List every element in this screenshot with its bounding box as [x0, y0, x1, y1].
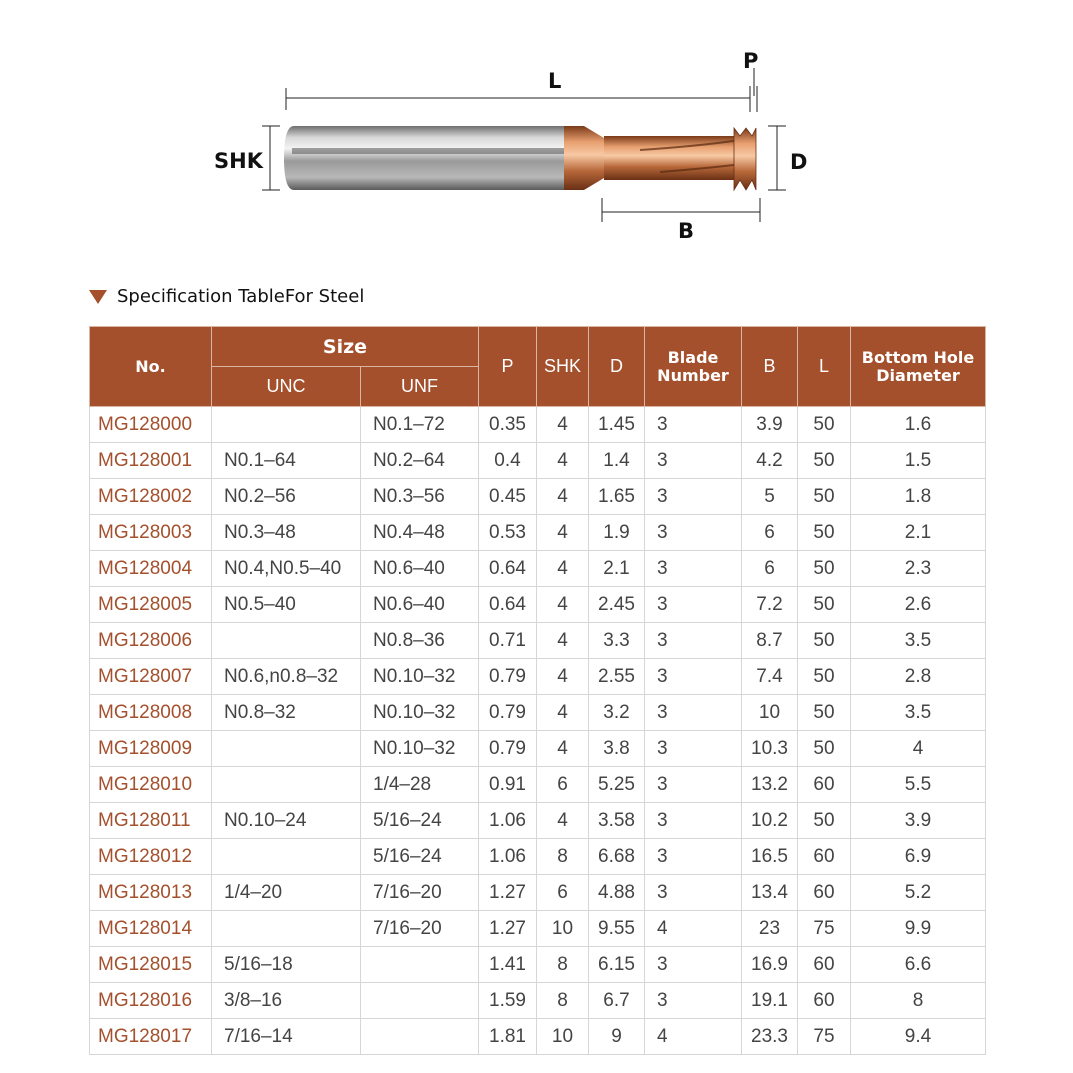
- cell-shk: 4: [537, 803, 589, 839]
- cell-no: MG128006: [90, 623, 212, 659]
- cell-blade-number: 3: [645, 875, 742, 911]
- cell-no: MG128014: [90, 911, 212, 947]
- cell-unf: [361, 1019, 479, 1055]
- cell-unc: N0.2–56: [212, 479, 361, 515]
- cell-l: 50: [798, 407, 851, 443]
- cell-b: 3.9: [742, 407, 798, 443]
- cell-no: MG128003: [90, 515, 212, 551]
- cell-bottom-hole: 6.6: [851, 947, 986, 983]
- header-no: No.: [90, 327, 212, 407]
- cell-d: 9: [589, 1019, 645, 1055]
- cell-unf: [361, 947, 479, 983]
- cell-l: 60: [798, 767, 851, 803]
- cell-b: 5: [742, 479, 798, 515]
- cell-p: 1.59: [479, 983, 537, 1019]
- cell-unf: N0.10–32: [361, 659, 479, 695]
- cell-bottom-hole: 3.9: [851, 803, 986, 839]
- cell-unc: N0.5–40: [212, 587, 361, 623]
- cell-b: 4.2: [742, 443, 798, 479]
- cell-bottom-hole: 2.6: [851, 587, 986, 623]
- section-title: Specification TableFor Steel: [117, 285, 365, 307]
- cell-no: MG128011: [90, 803, 212, 839]
- cell-d: 3.2: [589, 695, 645, 731]
- header-d: D: [589, 327, 645, 407]
- cell-b: 23: [742, 911, 798, 947]
- header-blade-number: [645, 327, 742, 407]
- cell-no: MG128017: [90, 1019, 212, 1055]
- cell-shk: 4: [537, 731, 589, 767]
- cell-l: 50: [798, 587, 851, 623]
- table-row: [90, 839, 986, 875]
- cell-blade-number: 3: [645, 587, 742, 623]
- header-bottom-hole-diameter: [851, 327, 986, 407]
- cell-unf: N0.6–40: [361, 551, 479, 587]
- cell-b: 13.2: [742, 767, 798, 803]
- cell-shk: 4: [537, 623, 589, 659]
- cell-shk: 4: [537, 551, 589, 587]
- cell-b: 6: [742, 515, 798, 551]
- cell-no: MG128000: [90, 407, 212, 443]
- cell-bottom-hole: 8: [851, 983, 986, 1019]
- cell-l: 60: [798, 875, 851, 911]
- table-row: [90, 443, 986, 479]
- table-row: [90, 1019, 986, 1055]
- cell-blade-number: 3: [645, 479, 742, 515]
- cell-no: MG128004: [90, 551, 212, 587]
- cell-p: 0.35: [479, 407, 537, 443]
- cell-bottom-hole: 5.5: [851, 767, 986, 803]
- cell-blade-number: 3: [645, 515, 742, 551]
- cell-bottom-hole: 4: [851, 731, 986, 767]
- table-row: [90, 875, 986, 911]
- cell-no: MG128016: [90, 983, 212, 1019]
- cell-p: 1.06: [479, 803, 537, 839]
- cell-l: 60: [798, 983, 851, 1019]
- cell-b: 23.3: [742, 1019, 798, 1055]
- cell-unc: [212, 767, 361, 803]
- cell-shk: 4: [537, 515, 589, 551]
- cell-no: MG128013: [90, 875, 212, 911]
- cell-b: 16.5: [742, 839, 798, 875]
- cell-l: 50: [798, 443, 851, 479]
- table-body: [90, 407, 986, 1055]
- table-row: [90, 731, 986, 767]
- header-shk: SHK: [537, 327, 589, 407]
- cell-unc: N0.1–64: [212, 443, 361, 479]
- cell-l: 60: [798, 839, 851, 875]
- cell-l: 75: [798, 1019, 851, 1055]
- cell-blade-number: 3: [645, 551, 742, 587]
- table-row: [90, 515, 986, 551]
- cell-unc: 7/16–14: [212, 1019, 361, 1055]
- cell-d: 1.65: [589, 479, 645, 515]
- cell-d: 6.15: [589, 947, 645, 983]
- cell-unf: 1/4–28: [361, 767, 479, 803]
- cell-shk: 6: [537, 875, 589, 911]
- cell-shk: 6: [537, 767, 589, 803]
- thread-mill-diagram: [0, 0, 1073, 260]
- cell-bottom-hole: 3.5: [851, 695, 986, 731]
- cell-d: 6.7: [589, 983, 645, 1019]
- cell-no: MG128005: [90, 587, 212, 623]
- table-row: [90, 983, 986, 1019]
- cell-shk: 4: [537, 659, 589, 695]
- cell-no: MG128008: [90, 695, 212, 731]
- cell-l: 75: [798, 911, 851, 947]
- cell-p: 0.71: [479, 623, 537, 659]
- cell-blade-number: 3: [645, 731, 742, 767]
- cell-unc: N0.6,n0.8–32: [212, 659, 361, 695]
- cell-unc: 3/8–16: [212, 983, 361, 1019]
- cell-b: 16.9: [742, 947, 798, 983]
- cell-shk: 10: [537, 911, 589, 947]
- cell-l: 60: [798, 947, 851, 983]
- cell-l: 50: [798, 551, 851, 587]
- cell-bottom-hole: 6.9: [851, 839, 986, 875]
- cell-blade-number: 3: [645, 803, 742, 839]
- cell-shk: 10: [537, 1019, 589, 1055]
- cell-blade-number: 3: [645, 695, 742, 731]
- cell-unc: 5/16–18: [212, 947, 361, 983]
- cell-p: 0.91: [479, 767, 537, 803]
- table-header: [90, 327, 986, 407]
- cell-no: MG128007: [90, 659, 212, 695]
- cell-unf: N0.3–56: [361, 479, 479, 515]
- cell-unc: N0.8–32: [212, 695, 361, 731]
- table-row: [90, 551, 986, 587]
- cell-bottom-hole: 2.8: [851, 659, 986, 695]
- cell-p: 1.81: [479, 1019, 537, 1055]
- cell-b: 7.4: [742, 659, 798, 695]
- cell-no: MG128001: [90, 443, 212, 479]
- cell-blade-number: 3: [645, 407, 742, 443]
- header-p: P: [479, 327, 537, 407]
- cell-unf: N0.4–48: [361, 515, 479, 551]
- cell-b: 10.2: [742, 803, 798, 839]
- thread-teeth: [734, 128, 756, 190]
- cell-bottom-hole: 1.6: [851, 407, 986, 443]
- tool-neck: [564, 126, 604, 190]
- cell-blade-number: 3: [645, 659, 742, 695]
- cell-unf: N0.2–64: [361, 443, 479, 479]
- cell-unf: N0.10–32: [361, 695, 479, 731]
- cell-d: 4.88: [589, 875, 645, 911]
- cell-blade-number: 3: [645, 983, 742, 1019]
- header-b: B: [742, 327, 798, 407]
- cell-bottom-hole: 3.5: [851, 623, 986, 659]
- cell-bottom-hole: 9.4: [851, 1019, 986, 1055]
- cell-bottom-hole: 9.9: [851, 911, 986, 947]
- table-row: [90, 911, 986, 947]
- cell-blade-number: 3: [645, 623, 742, 659]
- header-size: Size: [212, 327, 479, 367]
- cell-unf: N0.1–72: [361, 407, 479, 443]
- table-row: [90, 767, 986, 803]
- cell-unf: N0.8–36: [361, 623, 479, 659]
- header-unc: UNC: [212, 367, 361, 407]
- cell-l: 50: [798, 623, 851, 659]
- cell-l: 50: [798, 659, 851, 695]
- cell-d: 1.45: [589, 407, 645, 443]
- cell-unc: [212, 839, 361, 875]
- cell-shk: 4: [537, 587, 589, 623]
- cell-p: 1.27: [479, 875, 537, 911]
- cell-b: 6: [742, 551, 798, 587]
- cell-bottom-hole: 2.1: [851, 515, 986, 551]
- cell-no: MG128012: [90, 839, 212, 875]
- dim-label-l: L: [548, 69, 562, 93]
- cell-d: 3.8: [589, 731, 645, 767]
- cell-l: 50: [798, 515, 851, 551]
- specification-table: [89, 326, 986, 1055]
- cell-bottom-hole: 1.8: [851, 479, 986, 515]
- cell-unf: 7/16–20: [361, 875, 479, 911]
- cell-blade-number: 4: [645, 1019, 742, 1055]
- cell-unc: [212, 407, 361, 443]
- cell-d: 3.58: [589, 803, 645, 839]
- cell-no: MG128009: [90, 731, 212, 767]
- cell-p: 0.64: [479, 551, 537, 587]
- cell-blade-number: 3: [645, 839, 742, 875]
- cell-d: 9.55: [589, 911, 645, 947]
- cell-shk: 8: [537, 983, 589, 1019]
- cell-l: 50: [798, 479, 851, 515]
- header-blade-line2: Number: [657, 365, 729, 385]
- cell-p: 1.41: [479, 947, 537, 983]
- cell-p: 0.79: [479, 731, 537, 767]
- cell-b: 10: [742, 695, 798, 731]
- cell-shk: 8: [537, 947, 589, 983]
- cell-no: MG128010: [90, 767, 212, 803]
- cell-d: 6.68: [589, 839, 645, 875]
- tool-shank: [284, 126, 564, 190]
- table-row: [90, 659, 986, 695]
- table-row: [90, 407, 986, 443]
- cell-p: 0.45: [479, 479, 537, 515]
- cell-d: 1.4: [589, 443, 645, 479]
- cell-p: 0.79: [479, 659, 537, 695]
- cell-unc: [212, 623, 361, 659]
- cell-unc: 1/4–20: [212, 875, 361, 911]
- cell-d: 1.9: [589, 515, 645, 551]
- cell-shk: 4: [537, 479, 589, 515]
- cell-p: 0.64: [479, 587, 537, 623]
- cell-d: 2.55: [589, 659, 645, 695]
- cell-shk: 4: [537, 443, 589, 479]
- cell-l: 50: [798, 731, 851, 767]
- cell-d: 2.1: [589, 551, 645, 587]
- cell-unc: [212, 911, 361, 947]
- cell-d: 5.25: [589, 767, 645, 803]
- dim-label-d: D: [790, 150, 808, 174]
- cell-unf: [361, 983, 479, 1019]
- cell-b: 7.2: [742, 587, 798, 623]
- cell-blade-number: 3: [645, 443, 742, 479]
- cell-unf: N0.10–32: [361, 731, 479, 767]
- header-unf: UNF: [361, 367, 479, 407]
- shank-flat: [292, 148, 564, 154]
- header-bottom-line2: Diameter: [876, 365, 960, 385]
- cell-p: 1.06: [479, 839, 537, 875]
- table-row: [90, 587, 986, 623]
- cell-b: 13.4: [742, 875, 798, 911]
- cell-blade-number: 4: [645, 911, 742, 947]
- cell-bottom-hole: 1.5: [851, 443, 986, 479]
- header-l: L: [798, 327, 851, 407]
- cell-unc: N0.3–48: [212, 515, 361, 551]
- cell-bottom-hole: 5.2: [851, 875, 986, 911]
- cell-unc: N0.10–24: [212, 803, 361, 839]
- cell-blade-number: 3: [645, 767, 742, 803]
- cell-no: MG128015: [90, 947, 212, 983]
- table-row: [90, 623, 986, 659]
- cell-p: 1.27: [479, 911, 537, 947]
- header-blade-line1: Blade: [667, 347, 719, 367]
- table-row: [90, 479, 986, 515]
- cell-b: 19.1: [742, 983, 798, 1019]
- dim-label-shk: SHK: [214, 149, 263, 173]
- cell-unc: N0.4,N0.5–40: [212, 551, 361, 587]
- cell-p: 0.4: [479, 443, 537, 479]
- cell-d: 2.45: [589, 587, 645, 623]
- cell-p: 0.79: [479, 695, 537, 731]
- table-row: [90, 803, 986, 839]
- cell-shk: 4: [537, 695, 589, 731]
- header-bottom-line1: Bottom Hole: [861, 347, 975, 367]
- cell-bottom-hole: 2.3: [851, 551, 986, 587]
- triangle-marker-icon: [89, 290, 107, 304]
- cell-b: 8.7: [742, 623, 798, 659]
- cell-shk: 4: [537, 407, 589, 443]
- cell-unf: 5/16–24: [361, 803, 479, 839]
- cell-unf: N0.6–40: [361, 587, 479, 623]
- cell-p: 0.53: [479, 515, 537, 551]
- cell-b: 10.3: [742, 731, 798, 767]
- cell-unf: 5/16–24: [361, 839, 479, 875]
- table-row: [90, 695, 986, 731]
- dim-label-b: B: [678, 219, 695, 243]
- cell-unf: 7/16–20: [361, 911, 479, 947]
- cell-no: MG128002: [90, 479, 212, 515]
- section-heading: [89, 284, 364, 308]
- cell-shk: 8: [537, 839, 589, 875]
- cell-unc: [212, 731, 361, 767]
- table-row: [90, 947, 986, 983]
- cell-l: 50: [798, 695, 851, 731]
- dim-label-p: P: [743, 49, 759, 73]
- cell-d: 3.3: [589, 623, 645, 659]
- cell-l: 50: [798, 803, 851, 839]
- cell-blade-number: 3: [645, 947, 742, 983]
